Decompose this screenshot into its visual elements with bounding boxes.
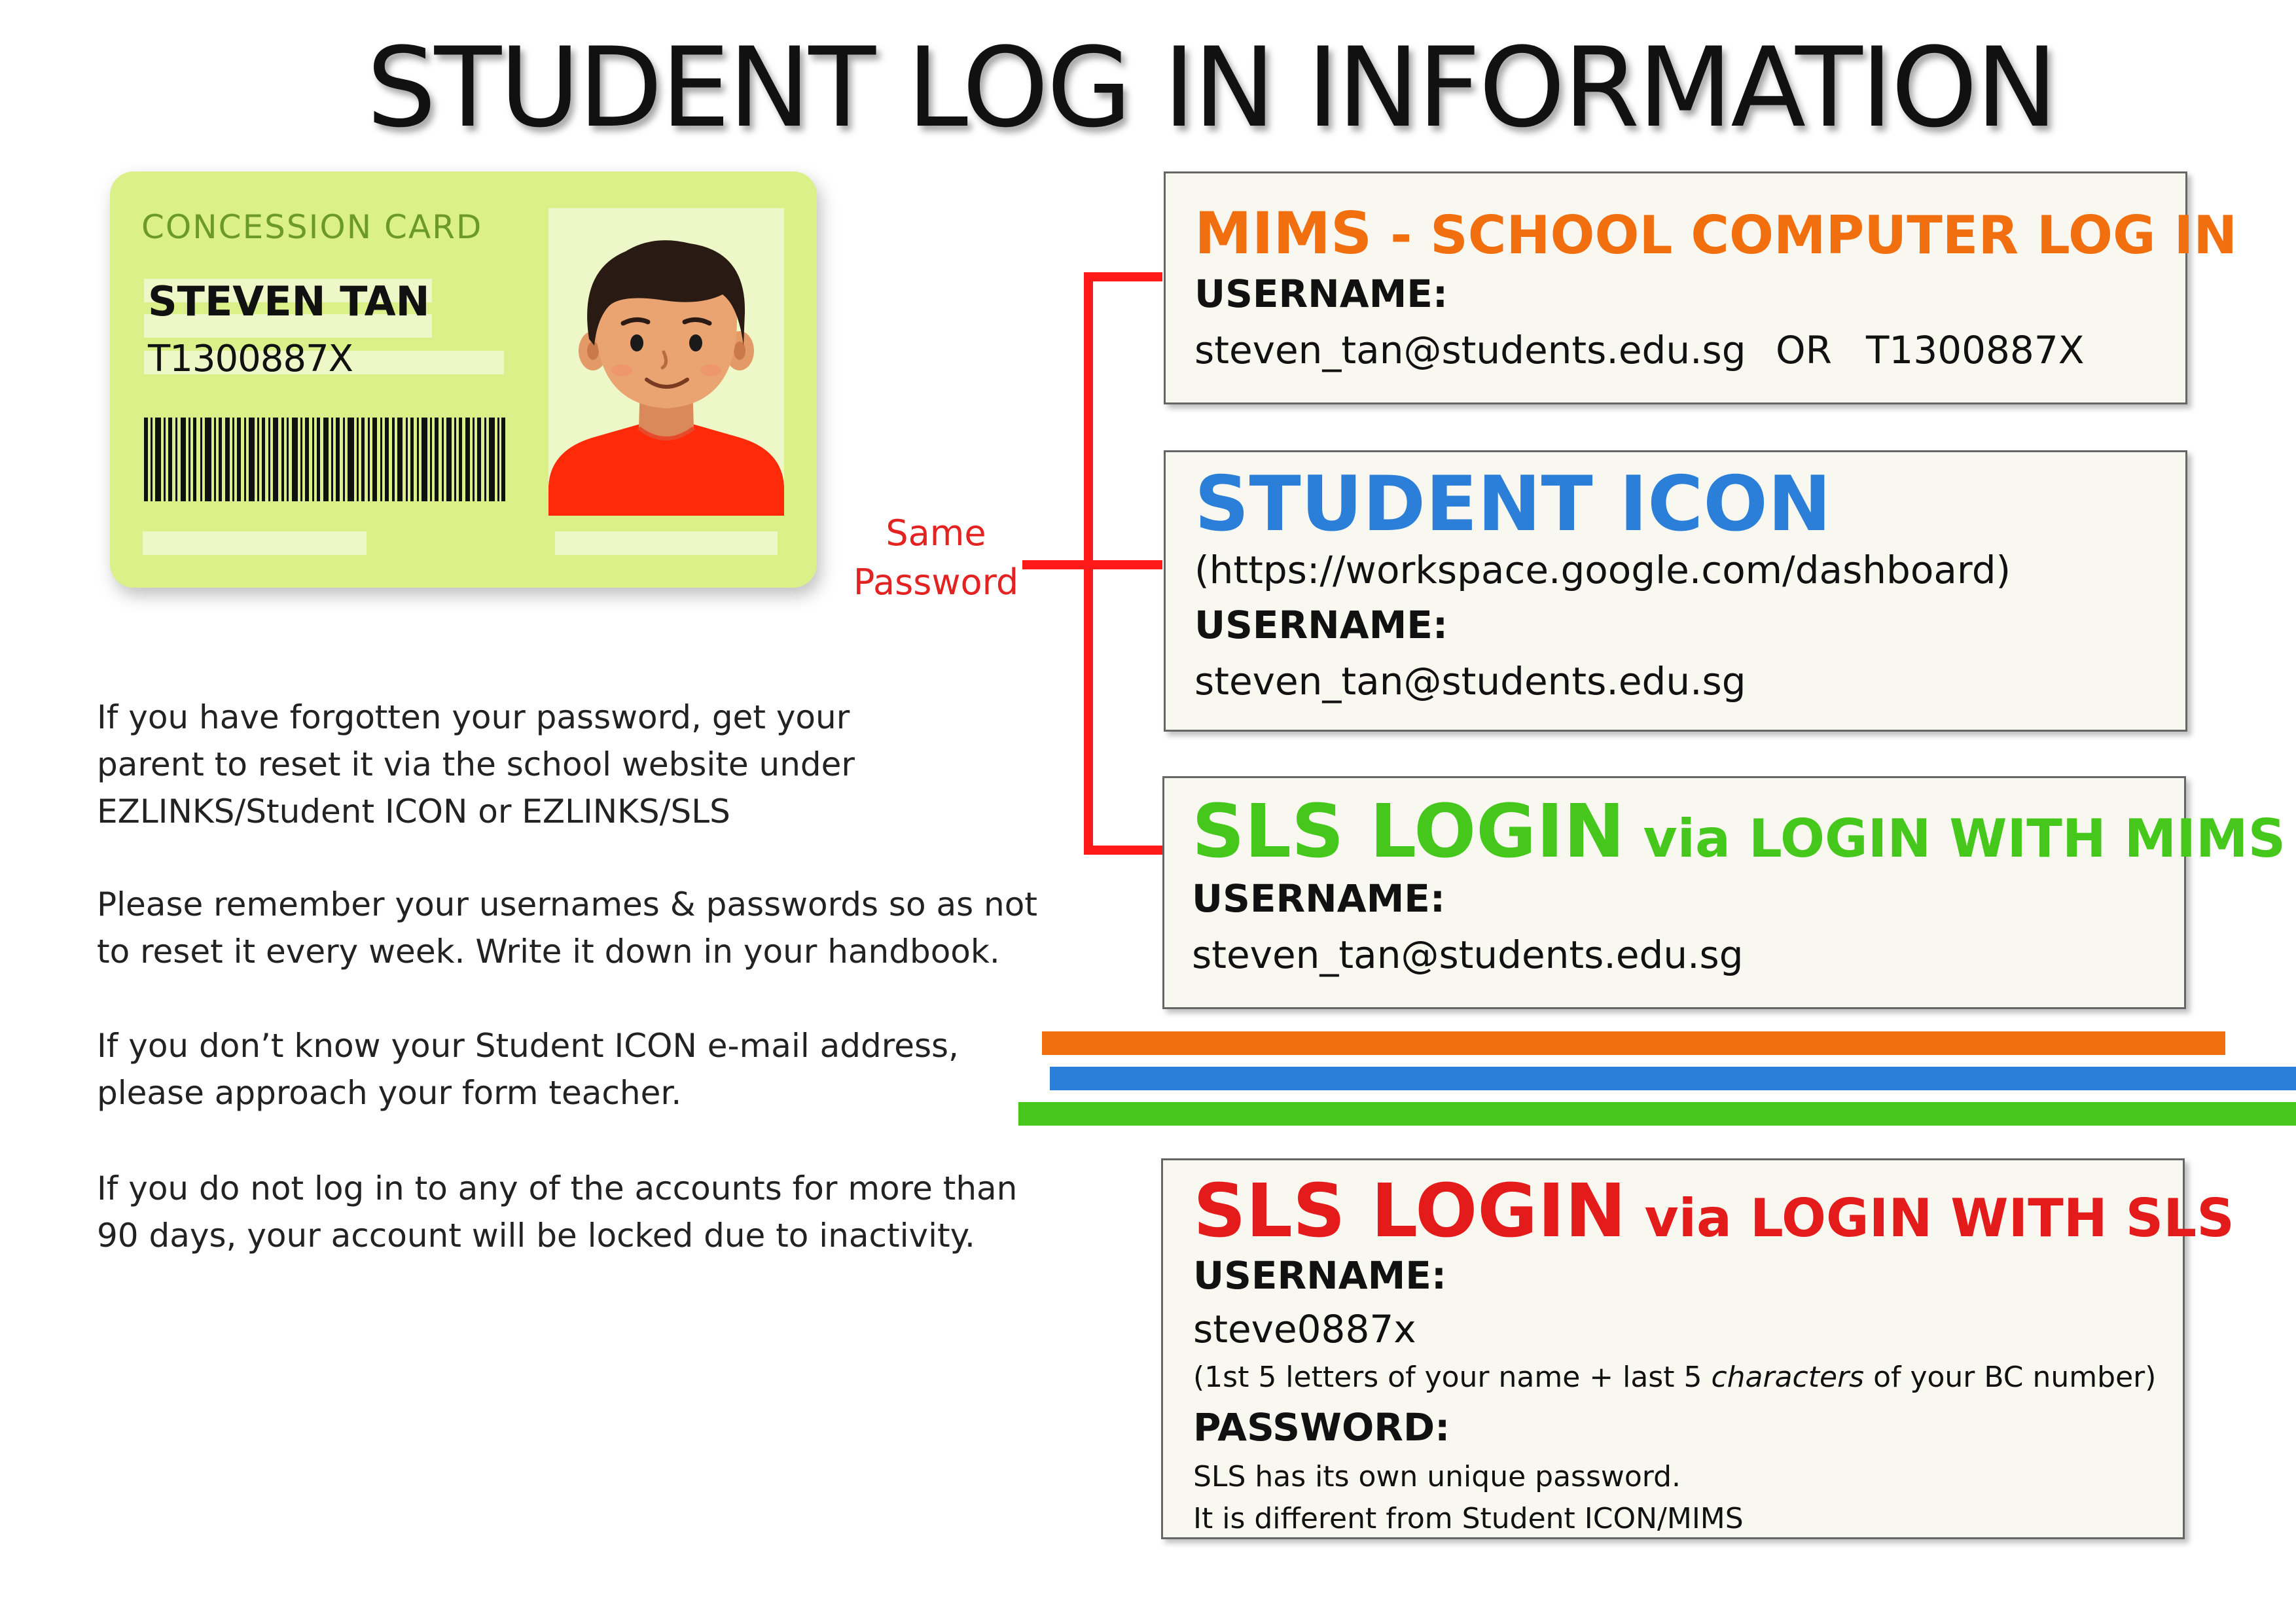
icon-username-label: USERNAME: [1194,603,1448,647]
sls-mims-box [1162,776,2286,1009]
sls-sls-box [1161,1158,2234,1539]
concession-card [110,171,817,588]
paragraph-line: parent to reset it via the school website under [97,745,855,783]
icon-title: STUDENT ICON [1194,460,1831,548]
divider-blue [1050,1067,2296,1090]
paragraph-line: If you don’t know your Student ICON e-mail address, [97,1027,959,1065]
sls-sls-hint-em: characters [1711,1361,1865,1394]
divider-green [1018,1102,2296,1126]
sls-sls-title-main: SLS LOGIN [1193,1169,1626,1254]
connector-to-sls [1084,846,1162,855]
card-label: CONCESSION CARD [141,208,483,246]
student-photo [548,208,784,516]
sls-sls-title-rest: via LOGIN WITH SLS [1626,1188,2234,1249]
sls-mims-title-main: SLS LOGIN [1192,789,1625,874]
sls-sls-password-line2: It is different from Student ICON/MIMS [1193,1502,1744,1535]
mims-login-box [1164,171,2238,404]
sls-mims-username-label: USERNAME: [1192,876,1446,921]
mims-title [1194,200,2238,267]
paragraph-line: If you have forgotten your password, get your [97,698,850,736]
sls-sls-username-value: steve0887x [1193,1307,1416,1351]
mims-title-main: MIMS [1194,200,1372,267]
icon-username-value: steven_tan@students.edu.sg [1194,659,1746,704]
sls-sls-hint [1193,1361,2156,1394]
mims-alt-value: T1300887X [1866,328,2085,372]
paragraph-line: Please remember your usernames & passwords so as not [97,885,1037,923]
icon-url: (https://workspace.google.com/dashboard) [1194,548,2011,592]
barcode-icon [144,418,505,501]
paragraph-inactivity [97,1165,1066,1259]
paragraph-line: 90 days, your account will be locked due to inactivity. [97,1217,975,1255]
connector-from-label [1022,560,1088,569]
sls-sls-hint-b: of your BC number) [1864,1361,2157,1394]
paragraph-line: EZLINKS/Student ICON or EZLINKS/SLS [97,793,730,830]
sls-sls-password-line1: SLS has its own unique password. [1193,1460,1681,1493]
same-password-line1: Same [886,512,986,554]
card-bottom-bar [143,531,367,555]
divider-orange [1042,1031,2225,1055]
mims-title-rest: - SCHOOL COMPUTER LOG IN [1372,205,2238,266]
student-icon-box [1164,450,2187,732]
sls-sls-hint-a: (1st 5 letters of your name + last 5 [1193,1361,1712,1394]
paragraph-line: If you do not log in to any of the accounts for more than [97,1169,1018,1207]
mims-username-label: USERNAME: [1194,272,1448,316]
sls-sls-title [1193,1169,2234,1254]
mims-or: OR [1776,328,1832,372]
sls-mims-title-rest: via LOGIN WITH MIMS [1624,808,2286,869]
page-title: STUDENT LOG IN INFORMATION [367,24,2056,152]
paragraph-line: to reset it every week. Write it down in your handbook. [97,933,1000,971]
card-bottom-bar [555,531,778,555]
paragraph-email [97,1022,1066,1116]
sls-sls-password-label: PASSWORD: [1193,1405,1450,1450]
connector-to-icon [1084,560,1162,569]
paragraph-forgot-password [97,694,1066,835]
mims-username-value: steven_tan@students.edu.sg [1194,328,1746,372]
sls-mims-username-value: steven_tan@students.edu.sg [1192,933,1744,977]
sls-sls-username-label: USERNAME: [1193,1253,1447,1298]
same-password-label [851,509,1021,607]
same-password-line2: Password [853,561,1019,603]
card-student-id: T1300887X [148,338,353,380]
paragraph-remember [97,881,1066,975]
paragraph-line: please approach your form teacher. [97,1074,682,1112]
connector-to-mims [1084,272,1162,281]
card-student-name: STEVEN TAN [148,277,430,325]
sls-mims-title [1192,789,2286,874]
student-avatar-icon [548,208,784,516]
